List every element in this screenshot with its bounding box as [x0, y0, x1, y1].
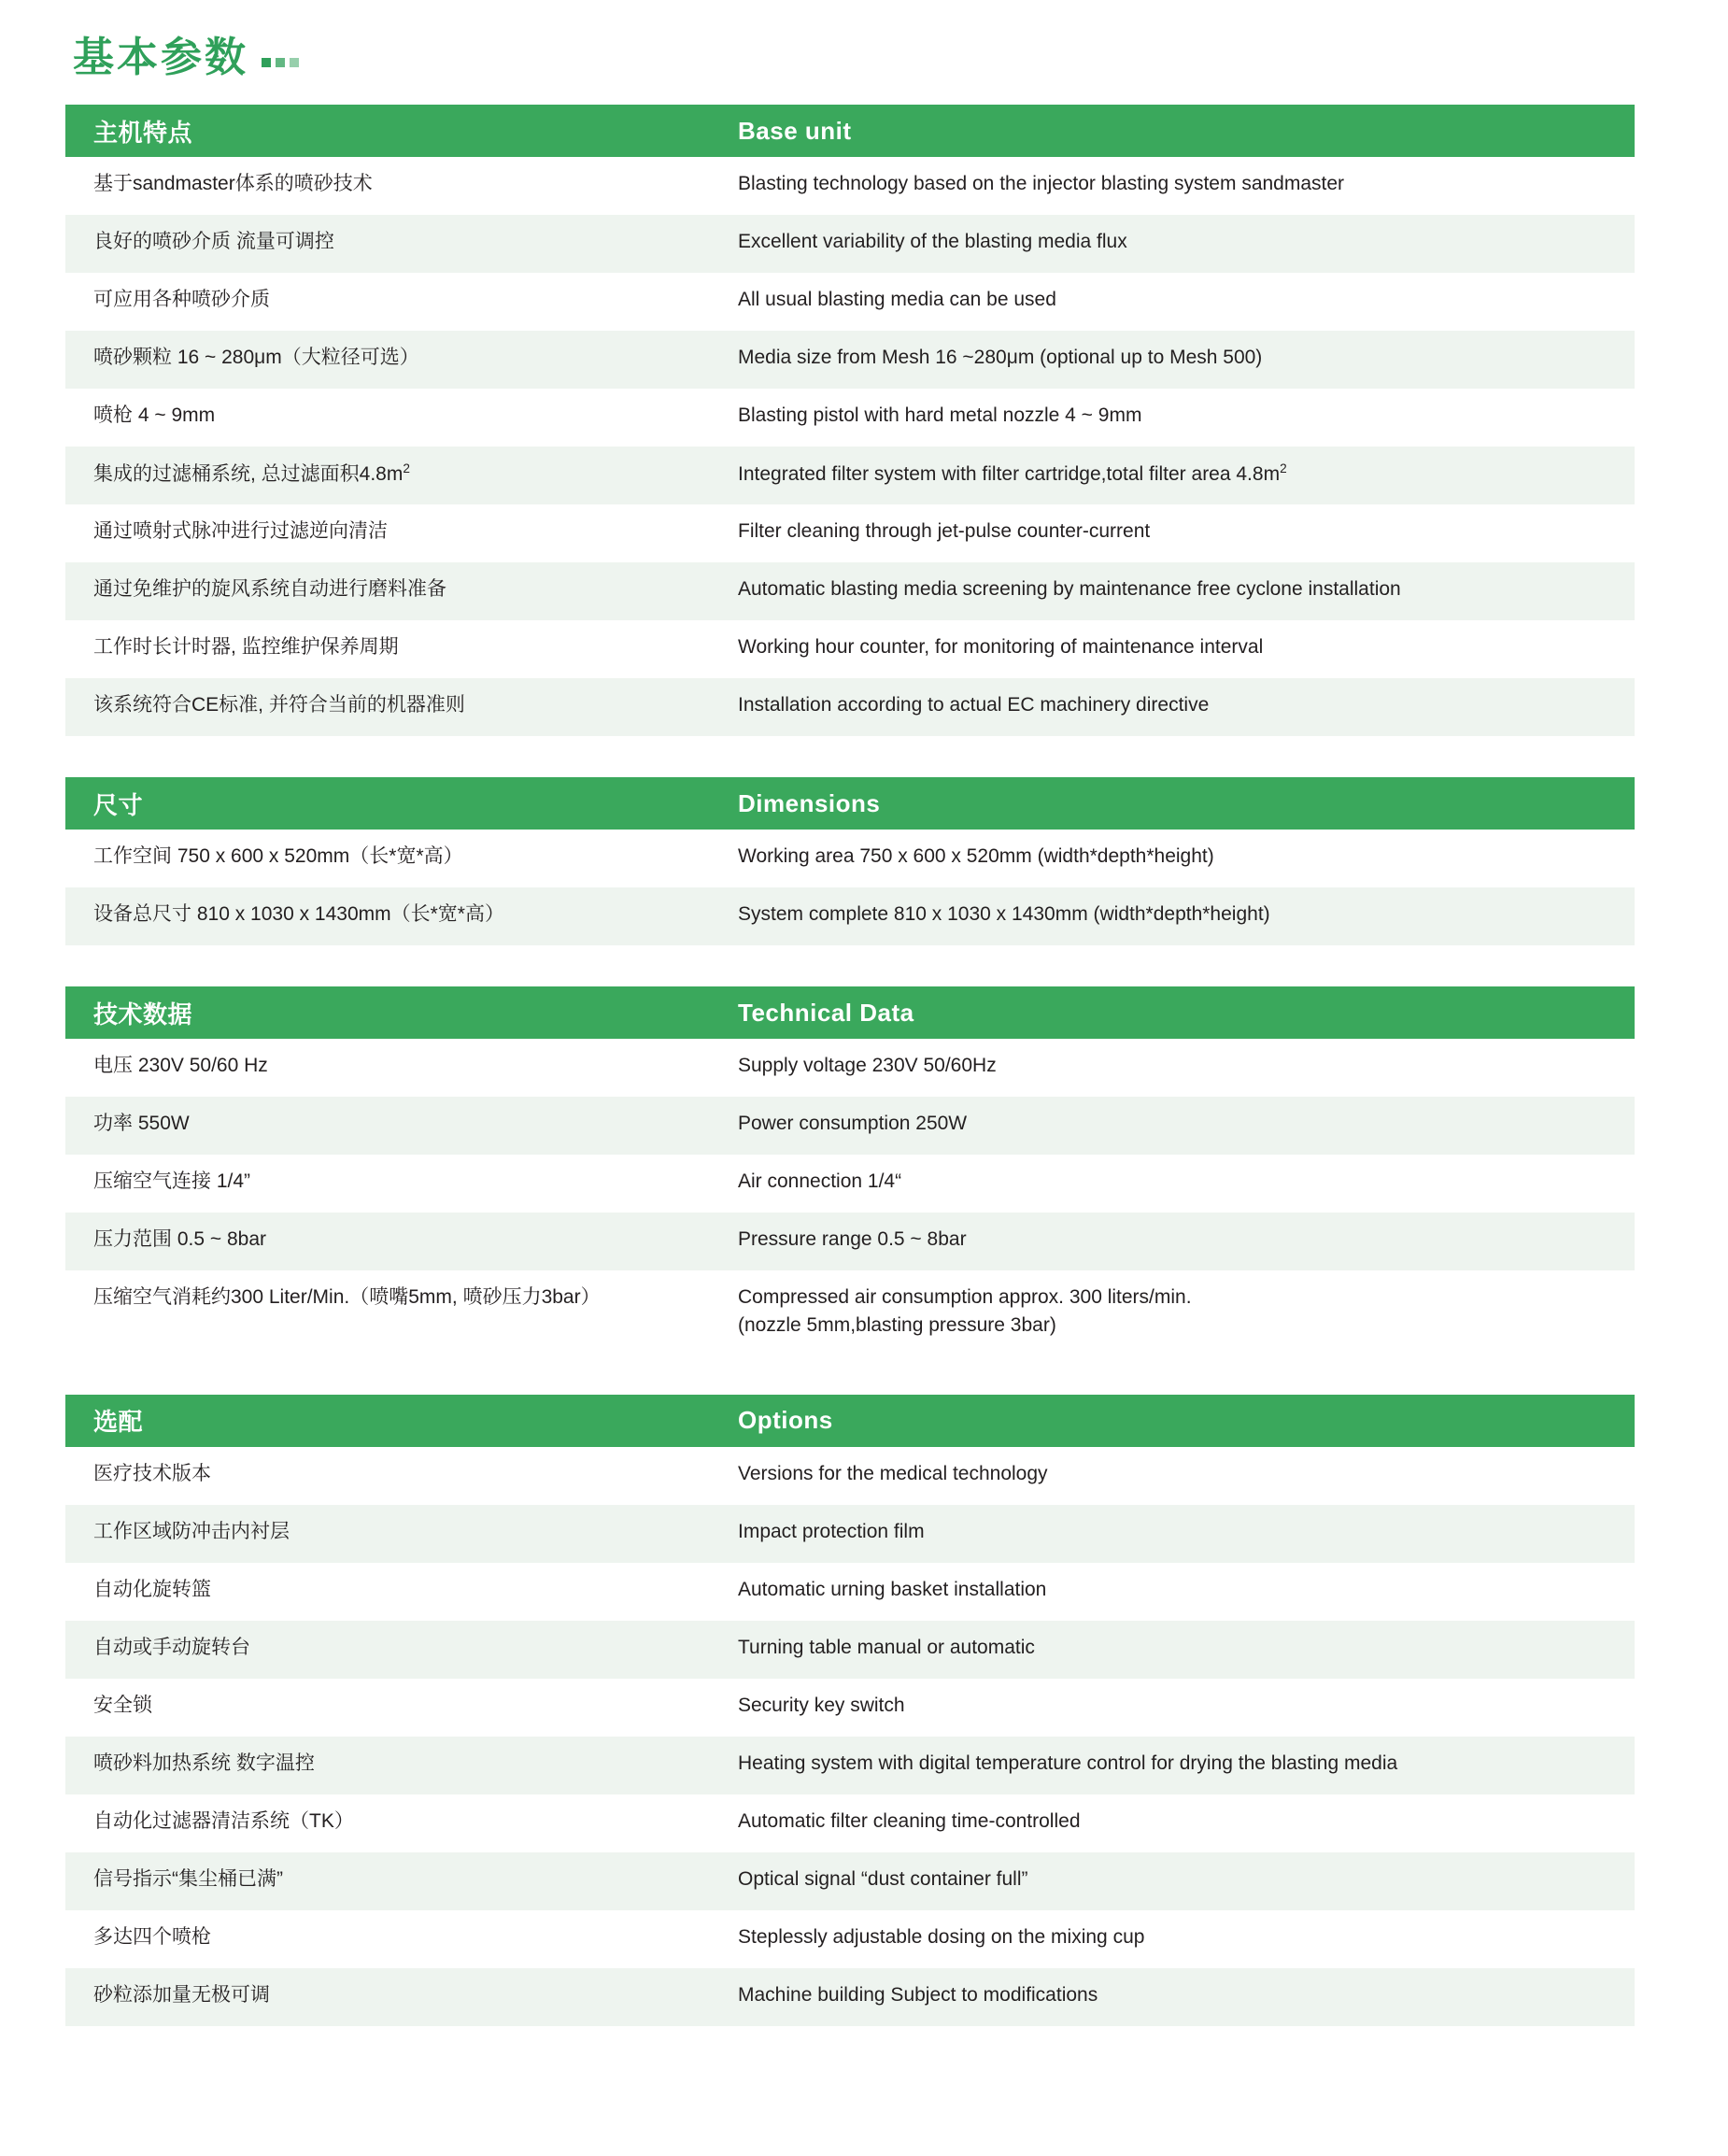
spec-label-en: Optical signal “dust container full” [738, 1867, 1028, 1890]
spec-row [65, 1447, 1635, 1505]
spec-label-cn: 压缩空气连接 1/4” [93, 1170, 251, 1192]
spec-label-en: Blasting technology based on the injector blasting system sandmaster [738, 173, 1345, 194]
spec-sections [65, 105, 1635, 2026]
spec-label-cn: 该系统符合CE标准, 并符合当前的机器准则 [93, 694, 465, 716]
section-title-en: Dimensions [738, 788, 881, 817]
spec-label-en: Air connection 1/4“ [738, 1170, 902, 1192]
section-title-cn: 尺寸 [93, 790, 144, 819]
spec-header-technical-data [65, 986, 1635, 1039]
section-title-en: Technical Data [738, 998, 914, 1027]
spec-header-dimensions [65, 777, 1635, 830]
section-title-en: Options [738, 1406, 833, 1435]
spec-block-base-unit [65, 105, 1635, 736]
spec-label-en: Filter cleaning through jet-pulse counter-current [738, 520, 1151, 542]
spec-label-en: Working hour counter, for monitoring of maintenance interval [738, 636, 1264, 658]
spec-row [65, 389, 1635, 447]
spec-label-en: Blasting pistol with hard metal nozzle 4 ~ 9mm [738, 404, 1142, 426]
spec-header-base-unit [65, 105, 1635, 157]
spec-label-cn: 工作空间 750 x 600 x 520mm（长*宽*高） [93, 845, 463, 867]
spec-header-options [65, 1395, 1635, 1447]
three-dots-icon [262, 58, 299, 67]
spec-row [65, 157, 1635, 215]
spec-row [65, 1679, 1635, 1737]
spec-row [65, 1794, 1635, 1852]
spec-block-options [65, 1395, 1635, 2026]
spec-label-cn: 集成的过滤桶系统, 总过滤面积$4.8m^2$ [93, 461, 410, 485]
spec-label-en: Installation according to actual EC machinery directive [738, 694, 1210, 716]
spec-row [65, 273, 1635, 331]
spec-label-en: Supply voltage 230V 50/60Hz [738, 1055, 997, 1076]
spec-row [65, 887, 1635, 945]
spec-label-cn: 通过免维护的旋风系统自动进行磨料准备 [93, 578, 446, 600]
spec-label-cn: 喷砂颗粒 16 ~ 280μm（大粒径可选） [93, 347, 419, 368]
spec-label-cn: 良好的喷砂介质 流量可调控 [93, 231, 334, 252]
spec-label-en: Steplessly adjustable dosing on the mixing cup [738, 1925, 1145, 1948]
spec-label-en: Integrated filter system with filter cartridge,total filter area $4.8m^2$ [738, 461, 1287, 485]
spec-row [65, 1737, 1635, 1794]
spec-label-cn: 砂粒添加量无极可调 [93, 1983, 270, 2006]
spec-label-cn: 信号指示“集尘桶已满” [93, 1867, 283, 1890]
spec-row [65, 331, 1635, 389]
spec-row [65, 215, 1635, 273]
spec-label-cn: 基于sandmaster体系的喷砂技术 [93, 173, 373, 194]
spec-row [65, 1039, 1635, 1097]
spec-label-cn: 可应用各种喷砂介质 [93, 289, 270, 310]
spec-row [65, 1505, 1635, 1563]
spec-label-en: Working area 750 x 600 x 520mm (width*depth*height) [738, 845, 1214, 867]
spec-row [65, 1621, 1635, 1679]
spec-block-dimensions [65, 777, 1635, 945]
spec-label-cn: 安全锁 [93, 1694, 152, 1716]
spec-label-en: All usual blasting media can be used [738, 289, 1056, 310]
spec-label-cn: 喷枪 4 ~ 9mm [93, 404, 216, 426]
spec-label-en: Heating system with digital temperature control for drying the blasting media [738, 1752, 1398, 1774]
spec-row [65, 447, 1635, 504]
spec-label-en: Security key switch [738, 1694, 905, 1716]
spec-row [65, 1563, 1635, 1621]
page-title: 基本参数 [73, 35, 248, 80]
spec-label-cn: 医疗技术版本 [93, 1462, 211, 1484]
spec-label-cn: 自动化旋转篮 [93, 1578, 211, 1600]
spec-label-en: Automatic urning basket installation [738, 1578, 1047, 1600]
section-title-cn: 主机特点 [93, 118, 193, 147]
page-title-row [73, 37, 1635, 78]
spec-label-cn: 通过喷射式脉冲进行过滤逆向清洁 [93, 520, 388, 542]
spec-row [65, 1852, 1635, 1910]
spec-label-cn: 多达四个喷枪 [93, 1925, 211, 1948]
spec-block-technical-data [65, 986, 1635, 1354]
spec-row [65, 1910, 1635, 1968]
spec-label-cn: 工作区域防冲击内衬层 [93, 1520, 290, 1542]
spec-row [65, 1968, 1635, 2026]
spec-label-cn: 自动或手动旋转台 [93, 1636, 250, 1658]
spec-label-cn: 电压 230V 50/60 Hz [93, 1055, 268, 1076]
spec-label-en: Media size from Mesh 16 ~280μm (optional up to Mesh 500) [738, 347, 1263, 368]
section-title-cn: 技术数据 [93, 1000, 193, 1028]
spec-row [65, 1213, 1635, 1270]
spec-label-en: Machine building Subject to modifications [738, 1983, 1098, 2006]
spec-label-en: Versions for the medical technology [738, 1462, 1048, 1484]
spec-row [65, 620, 1635, 678]
spec-row [65, 678, 1635, 736]
spec-row [65, 1155, 1635, 1213]
spec-row [65, 1270, 1635, 1354]
spec-label-cn: 喷砂料加热系统 数字温控 [93, 1752, 315, 1774]
spec-label-en: Pressure range 0.5 ~ 8bar [738, 1228, 967, 1250]
spec-label-en: Automatic blasting media screening by maintenance free cyclone installation [738, 578, 1401, 600]
section-title-en: Base unit [738, 116, 852, 145]
spec-label-en: Power consumption 250W [738, 1113, 968, 1134]
spec-label-cn: 功率 550W [93, 1113, 190, 1134]
spec-label-cn: 压力范围 0.5 ~ 8bar [93, 1228, 266, 1250]
spec-row [65, 562, 1635, 620]
spec-label-en: Impact protection film [738, 1520, 925, 1542]
spec-label-en: Excellent variability of the blasting media flux [738, 231, 1127, 252]
spec-label-cn: 工作时长计时器, 监控维护保养周期 [93, 636, 399, 658]
spec-label-en: Compressed air consumption approx. 300 liters/min. (nozzle 5mm,blasting pressure 3bar) [738, 1286, 1192, 1337]
spec-label-en: System complete 810 x 1030 x 1430mm (width*depth*height) [738, 903, 1270, 925]
section-title-cn: 选配 [93, 1408, 144, 1437]
spec-label-cn: 自动化过滤器清洁系统（TK） [93, 1809, 354, 1832]
spec-row [65, 830, 1635, 887]
spec-row [65, 504, 1635, 562]
spec-label-cn: 压缩空气消耗约300 Liter/Min.（喷嘴5mm, 喷砂压力3bar） [93, 1286, 601, 1308]
spec-row [65, 1097, 1635, 1155]
spec-label-cn: 设备总尺寸 810 x 1030 x 1430mm（长*宽*高） [93, 903, 504, 925]
spec-label-en: Turning table manual or automatic [738, 1636, 1035, 1658]
spec-label-en: Automatic filter cleaning time-controlled [738, 1809, 1081, 1832]
